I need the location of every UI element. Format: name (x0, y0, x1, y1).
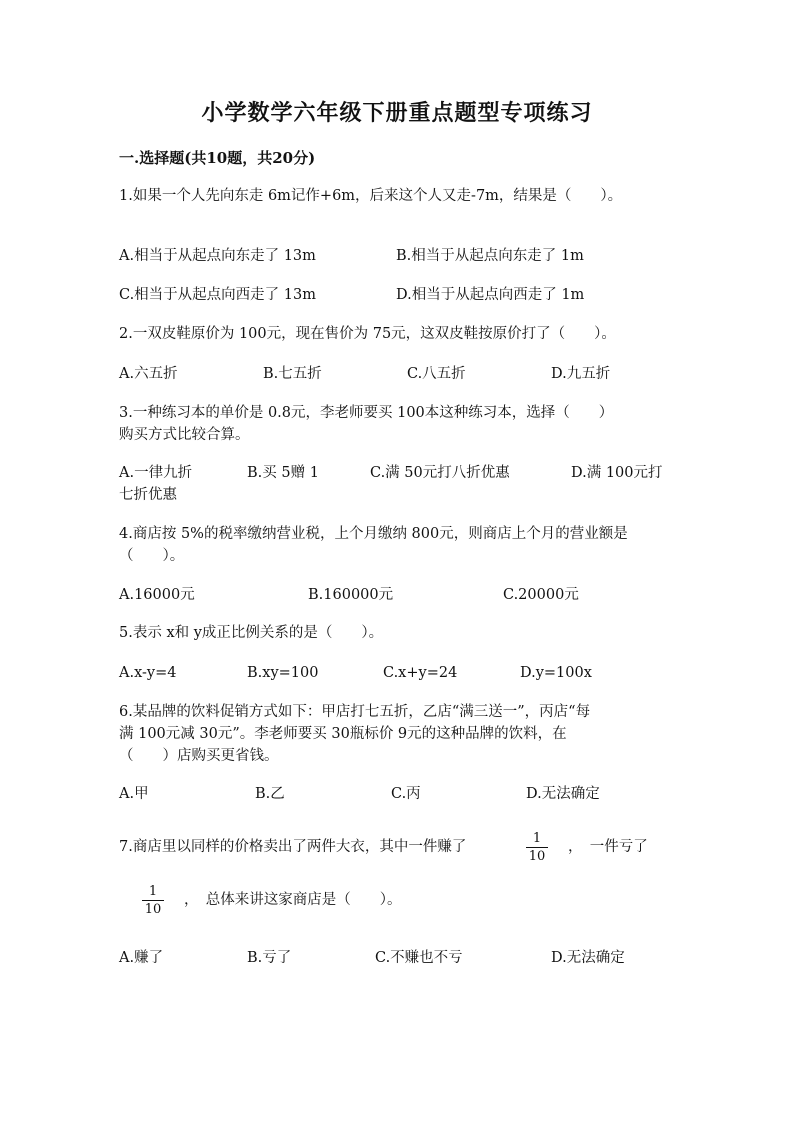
question-7-part-3: ， 总体来讲这家商店是（ ）。 (184, 892, 402, 908)
question-6-line-3: （ ）店购买更省钱。 (119, 748, 279, 764)
question-6-line-1: 6.某品牌的饮料促销方式如下：甲店打七五折，乙店“满三送一”，丙店“每 (119, 704, 591, 720)
q6-option-d[interactable]: D.无法确定 (526, 786, 600, 802)
q3-option-d-continued: 七折优惠 (119, 487, 177, 503)
question-7-part-2: ， 一件亏了 (568, 839, 648, 855)
q4-option-b[interactable]: B.160000元 (308, 587, 394, 603)
section-heading: 一.选择题(共10题，共20分) (119, 149, 316, 167)
q5-option-d[interactable]: D.y=100x (520, 665, 592, 681)
q5-option-c[interactable]: C.x+y=24 (383, 665, 458, 681)
q1-option-c[interactable]: C.相当于从起点向西走了 13m (119, 287, 316, 303)
q7-option-d[interactable]: D.无法确定 (551, 950, 625, 966)
q5-option-a[interactable]: A.x-y=4 (119, 665, 177, 681)
fraction-one-tenth (142, 884, 164, 917)
q3-option-c[interactable]: C.满 50元打八折优惠 (370, 465, 510, 481)
q3-option-b[interactable]: B.买 5赠 1 (247, 465, 319, 481)
q1-option-b[interactable]: B.相当于从起点向东走了 1m (396, 248, 584, 264)
q7-option-b[interactable]: B.亏了 (247, 950, 292, 966)
question-2: 2.一双皮鞋原价为 100元，现在售价为 75元，这双皮鞋按原价打了（ ）。 (119, 326, 616, 342)
q2-option-a[interactable]: A.六五折 (119, 366, 178, 382)
q1-option-d[interactable]: D.相当于从起点向西走了 1m (396, 287, 585, 303)
page-title: 小学数学六年级下册重点题型专项练习 (201, 100, 593, 126)
question-7-part-1: 7.商店里以同样的价格卖出了两件大衣，其中一件赚了 (119, 839, 467, 855)
question-4-line-1: 4.商店按 5%的税率缴纳营业税，上个月缴纳 800元，则商店上个月的营业额是 (119, 526, 628, 542)
q6-option-b[interactable]: B.乙 (255, 786, 285, 802)
question-6-line-2: 满 100元减 30元”。李老师要买 30瓶标价 9元的这种品牌的饮料，在 (119, 726, 567, 742)
q5-option-b[interactable]: B.xy=100 (247, 665, 319, 681)
question-5: 5.表示 x和 y成正比例关系的是（ ）。 (119, 625, 384, 641)
q2-option-b[interactable]: B.七五折 (263, 366, 322, 382)
q2-option-d[interactable]: D.九五折 (551, 366, 611, 382)
q2-option-c[interactable]: C.八五折 (407, 366, 466, 382)
q6-option-c[interactable]: C.丙 (391, 786, 421, 802)
q6-option-a[interactable]: A.甲 (119, 786, 149, 802)
q4-option-a[interactable]: A.16000元 (119, 587, 195, 603)
question-3-line-1: 3.一种练习本的单价是 0.8元，李老师要买 100本这种练习本，选择（ ） (119, 405, 614, 421)
q7-option-a[interactable]: A.赚了 (119, 950, 164, 966)
fraction-denominator: 10 (144, 902, 162, 917)
question-4-line-2: （ ）。 (119, 548, 185, 564)
q3-option-a[interactable]: A.一律九折 (119, 465, 193, 481)
q3-option-d[interactable]: D.满 100元打 (571, 465, 663, 481)
q1-option-a[interactable]: A.相当于从起点向东走了 13m (119, 248, 316, 264)
question-3-line-2: 购买方式比较合算。 (119, 427, 250, 443)
q4-option-c[interactable]: C.20000元 (503, 587, 579, 603)
fraction-denominator: 10 (528, 849, 546, 864)
fraction-numerator: 1 (142, 884, 164, 901)
question-1: 1.如果一个人先向东走 6m记作+6m，后来这个人又走-7m，结果是（ ）。 (119, 188, 623, 204)
q7-option-c[interactable]: C.不赚也不亏 (375, 950, 463, 966)
fraction-numerator: 1 (526, 831, 548, 848)
fraction-one-tenth (526, 831, 548, 864)
